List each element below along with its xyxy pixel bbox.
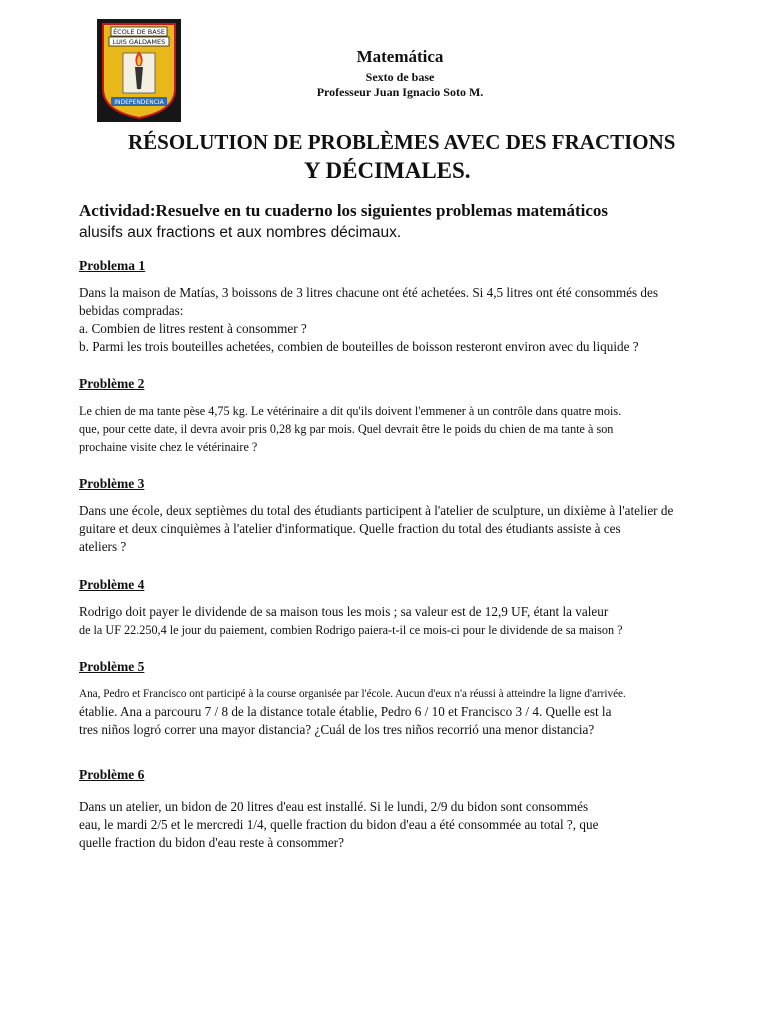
- problem-body: [79, 798, 729, 852]
- subject-title: Matemática: [356, 47, 444, 66]
- problem-body: [79, 685, 729, 739]
- problem-line: de la UF 22.250,4 le jour du paiement, combien Rodrigo paiera-t-il ce mois-ci pour le dividende de sa maison ?: [79, 623, 623, 637]
- teacher-name: Professeur Juan Ignacio Soto M.: [316, 85, 484, 99]
- school-logo: [97, 19, 181, 122]
- school-crest-icon: [97, 19, 181, 122]
- activity-heading: Actividad:Resuelve en tu cuaderno los siguientes problemas matemáticos: [79, 201, 609, 220]
- problem-4: [79, 576, 729, 639]
- problem-3: [79, 475, 729, 556]
- problem-title: Problème 3: [79, 476, 145, 491]
- document-header: [250, 47, 550, 99]
- problem-line: bebidas compradas:: [79, 303, 184, 318]
- problem-line: eau, le mardi 2/5 et le mercredi 1/4, quelle fraction du bidon d'eau a été consommée au total ?, que: [79, 817, 599, 832]
- problem-body: [79, 284, 729, 356]
- page-title-line1: RÉSOLUTION DE PROBLÈMES AVEC DES FRACTIONS: [128, 130, 676, 154]
- activity-subtext: alusifs aux fractions et aux nombres décimaux.: [79, 224, 402, 241]
- problem-line: Dans une école, deux septièmes du total des étudiants participent à l'atelier de sculpture, un dixième à l'atelier de: [79, 503, 674, 518]
- problem-title: Problème 6: [79, 767, 145, 782]
- problem-6: [79, 766, 729, 852]
- problem-title: Problème 4: [79, 577, 145, 592]
- problem-line: a. Combien de litres restent à consommer ?: [79, 321, 307, 336]
- problem-line: établie. Ana a parcouru 7 / 8 de la distance totale établie, Pedro 6 / 10 et Francisco 3 / 4. Quelle est la: [79, 704, 612, 719]
- page-title-line2: Y DÉCIMALES.: [304, 158, 471, 183]
- problem-body: [79, 502, 729, 556]
- logo-text-name: LUIS GALDAMES: [112, 38, 166, 46]
- problem-line: prochaine visite chez le vétérinaire ?: [79, 440, 258, 454]
- problem-line: Ana, Pedro et Francisco ont participé à la course organisée par l'école. Aucun d'eux n'a réussi à atteindre la ligne d'arrivée.: [79, 688, 626, 700]
- problem-line: b. Parmi les trois bouteilles achetées, combien de bouteilles de boisson resteront environ avec du liquide ?: [79, 339, 639, 354]
- logo-text-commune: INDEPENDENCIA: [114, 99, 164, 106]
- problem-line: que, pour cette date, il devra avoir pris 0,28 kg par mois. Quel devrait être le poids du chien de ma tante à son: [79, 422, 614, 436]
- problem-2: [79, 375, 729, 456]
- problem-body: [79, 603, 729, 639]
- problem-body: [79, 402, 729, 456]
- problem-title: Problema 1: [79, 258, 146, 273]
- problem-1: [79, 257, 729, 356]
- problem-line: Le chien de ma tante pèse 4,75 kg. Le vétérinaire a dit qu'ils doivent l'emmener à un contrôle dans quatre mois.: [79, 404, 622, 418]
- activity-instructions: [79, 200, 739, 244]
- problem-line: Dans un atelier, un bidon de 20 litres d'eau est installé. Si le lundi, 2/9 du bidon sont consommés: [79, 799, 589, 814]
- problem-5: [79, 658, 729, 739]
- logo-text-school: ÉCOLE DE BASE: [113, 28, 165, 36]
- problem-line: quelle fraction du bidon d'eau reste à consommer?: [79, 835, 344, 850]
- problem-title: Problème 5: [79, 659, 145, 674]
- problem-line: tres niños logró correr una mayor distancia? ¿Cuál de los tres niños recorrió una menor distancia?: [79, 722, 595, 737]
- problem-line: guitare et deux cinquièmes à l'atelier d'informatique. Quelle fraction du total des étudiants assiste à ces: [79, 521, 621, 536]
- grade-label: Sexto de base: [365, 70, 435, 84]
- problem-line: Dans la maison de Matías, 3 boissons de 3 litres chacune ont été achetées. Si 4,5 litres ont été consommés des: [79, 285, 659, 300]
- problem-title: Problème 2: [79, 376, 145, 391]
- problem-line: ateliers ?: [79, 539, 127, 554]
- problem-line: Rodrigo doit payer le dividende de sa maison tous les mois ; sa valeur est de 12,9 UF, étant la valeur: [79, 604, 609, 619]
